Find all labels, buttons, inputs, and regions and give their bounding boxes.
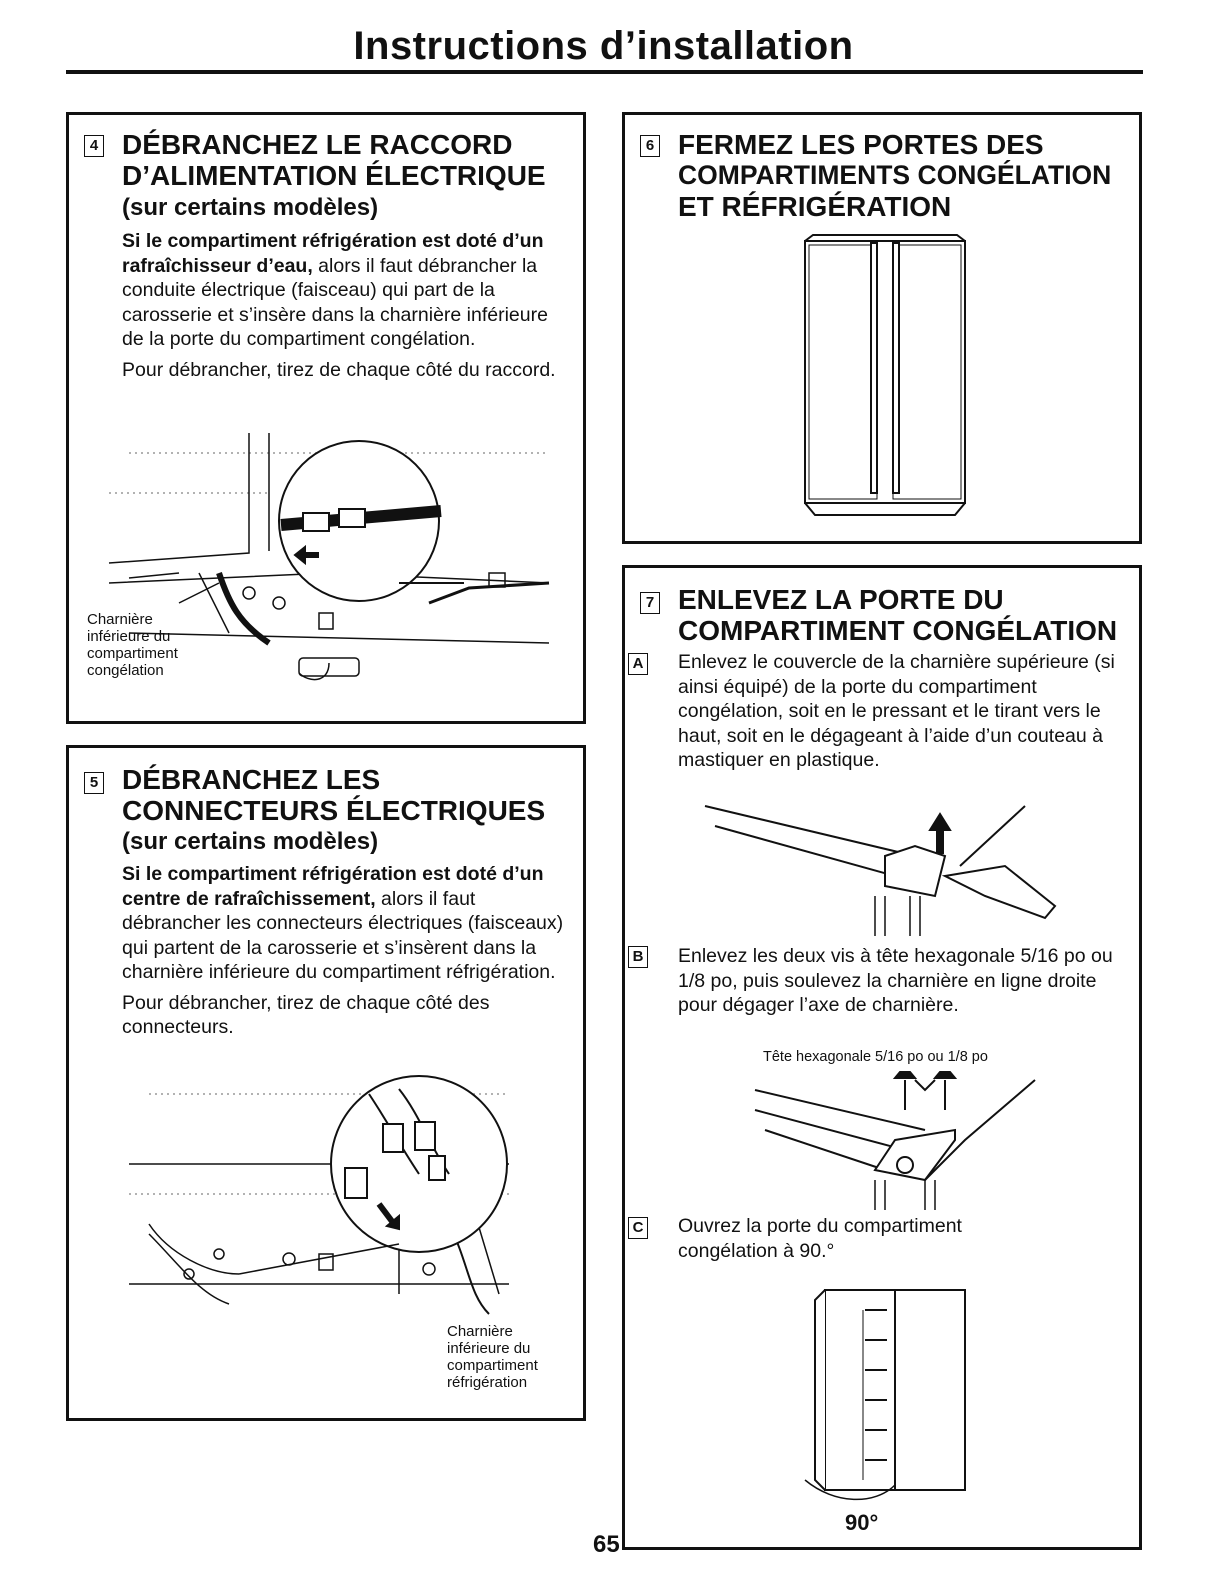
step-4-caption <box>87 611 178 679</box>
step-7-heading <box>678 584 1117 646</box>
step-5-heading-line2: CONNECTEURS ÉLECTRIQUES <box>122 795 546 826</box>
step-7c-letter: C <box>628 1217 648 1239</box>
step-5-zoom-circle <box>331 1076 507 1252</box>
step-7-heading-line1: ENLEVEZ LA PORTE DU <box>678 584 1004 615</box>
step-5-number: 5 <box>84 772 104 794</box>
step-7-number: 7 <box>640 592 660 614</box>
step-7b-text: Enlevez les deux vis à tête hexagonale 5/16 po ou 1/8 po, puis soulevez la charnière en ligne droite pour dégager l’axe de charnière. <box>678 945 1113 1016</box>
step-4-caption-line4: congélation <box>87 662 164 679</box>
step-5-heading <box>122 764 545 826</box>
step-5-caption-line4: réfrigération <box>447 1374 528 1391</box>
page-number: 65 <box>593 1531 620 1558</box>
step-5-text1: alors il faut débrancher les connecteurs électriques (faisceaux) qui partent de la carosserie et s’insèrent dans la charnière inférieure du compartiment réfrigération. <box>122 887 564 983</box>
step-4-text2: Pour débrancher, tirez de chaque côté du raccord. <box>122 358 556 381</box>
step-7c-illustration <box>795 1280 975 1505</box>
step-7a-text: Enlevez le couvercle de la charnière supérieure (si ainsi équipé) de la porte du compartiment congélation, soit en le pressant et le tirant vers le haut, soit en le dégageant à l’aide d’un couteau à mastiquer en plastique. <box>678 651 1115 771</box>
step-4-heading-line1: DÉBRANCHEZ LE RACCORD <box>122 129 513 160</box>
step-6-box <box>622 112 1142 544</box>
page-title: Instructions d’installation <box>353 24 854 68</box>
step-6-heading-line1: FERMEZ LES PORTES DES <box>678 129 1044 160</box>
step-7-heading-line2: COMPARTIMENT CONGÉLATION <box>678 615 1118 646</box>
step-5-text2: Pour débrancher, tirez de chaque côté des connecteurs. <box>122 991 490 1038</box>
step-6-heading <box>678 129 1111 222</box>
step-6-heading-line3: ET RÉFRIGÉRATION <box>678 191 952 222</box>
step-4-number: 4 <box>84 135 104 157</box>
step-5-illustration <box>69 1064 583 1338</box>
step-5-caption-line1: Charnière <box>447 1323 513 1340</box>
step-5-subheading: (sur certains modèles) <box>122 828 379 855</box>
step-4-heading-line2: D’ALIMENTATION ÉLECTRIQUE <box>122 160 546 191</box>
step-5-heading-line1: DÉBRANCHEZ LES <box>122 764 381 795</box>
step-7a-letter: A <box>628 653 648 675</box>
step-6-number: 6 <box>640 135 660 157</box>
step-4-caption-line1: Charnière <box>87 611 153 628</box>
step-7-box <box>622 565 1142 1550</box>
title-rule <box>66 70 1143 74</box>
step-5-body <box>122 862 572 1046</box>
step-4-text1: alors il faut débrancher la conduite électrique (faisceau) qui part de la carosserie et s’insère dans la charnière inférieure de la porte du compartiment congélation. <box>122 254 548 350</box>
step-6-heading-line2: COMPARTIMENTS CONGÉLATION <box>678 160 1112 190</box>
step-4-box <box>66 112 586 724</box>
step-4-subheading: (sur certains modèles) <box>122 194 379 221</box>
step-4-caption-line3: compartiment <box>87 645 178 662</box>
step-7b-letter: B <box>628 946 648 968</box>
step-6-fridge-illustration <box>795 233 975 523</box>
step-4-heading <box>122 129 546 191</box>
step-5-caption-line2: inférieure du <box>447 1340 531 1357</box>
step-7c-text: Ouvrez la porte du compartiment congélation à 90.° <box>678 1215 962 1262</box>
step-4-body <box>122 229 572 388</box>
step-5-box <box>66 745 586 1421</box>
step-5-caption <box>447 1323 538 1391</box>
step-4-bold-intro: Si le compartiment réfrigération est doté d’un rafraîchisseur d’eau, <box>122 230 544 277</box>
step-5-bold-intro: Si le compartiment réfrigération est doté d’un centre de rafraîchissement, <box>122 863 544 910</box>
step-4-caption-line2: inférieure du <box>87 628 171 645</box>
step-7b-illustration <box>725 1070 1065 1210</box>
step-7b-caption: Tête hexagonale 5/16 po ou 1/8 po <box>763 1049 988 1065</box>
step-7a-illustration <box>685 796 1105 936</box>
step-5-caption-line3: compartiment <box>447 1357 538 1374</box>
step-7c-angle-label: 90° <box>845 1510 879 1535</box>
